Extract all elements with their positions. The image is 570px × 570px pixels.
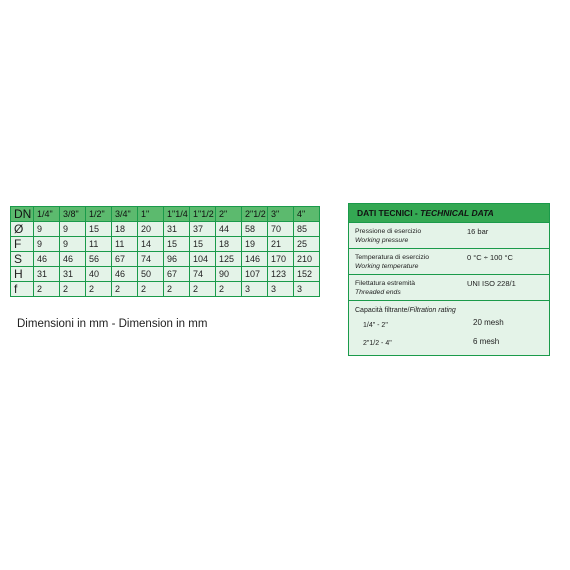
filtration-label-it: Capacità filtrante/: [355, 307, 410, 314]
table-cell: 15: [164, 237, 190, 252]
spec-row-threads: [349, 275, 549, 301]
table-row: [11, 222, 320, 237]
table-cell: 40: [86, 267, 112, 282]
table-cell: 146: [242, 252, 268, 267]
table-cell: 44: [216, 222, 242, 237]
header-cell: 3/4": [112, 207, 138, 222]
filtration-size: 1/4" - 2": [363, 322, 388, 329]
dimensions-caption: Dimensioni in mm - Dimension in mm: [17, 318, 208, 330]
table-cell: 19: [242, 237, 268, 252]
table-cell: 170: [268, 252, 294, 267]
table-cell: 46: [34, 252, 60, 267]
technical-data-box: [348, 203, 550, 356]
table-cell: 96: [164, 252, 190, 267]
table-cell: 25: [294, 237, 320, 252]
spec-label-it: Pressione di esercizio: [355, 228, 422, 235]
filtration-label-en: Filtration rating: [409, 307, 456, 314]
table-cell: 18: [112, 222, 138, 237]
table-cell: 11: [86, 237, 112, 252]
table-cell: 70: [268, 222, 294, 237]
spec-label-en: Working temperature: [355, 263, 419, 270]
title-it: DATI TECNICI -: [357, 208, 421, 218]
filtration-mesh: 6 mesh: [473, 337, 500, 346]
table-cell: 2: [138, 282, 164, 297]
table-cell: 104: [190, 252, 216, 267]
table-cell: 50: [138, 267, 164, 282]
table-row: [11, 237, 320, 252]
table-cell: 74: [138, 252, 164, 267]
header-cell: 1"1/2: [190, 207, 216, 222]
filtration-size: 2"1/2 - 4": [363, 340, 392, 347]
table-cell: 90: [216, 267, 242, 282]
spec-row-pressure: [349, 223, 549, 249]
table-cell: 15: [86, 222, 112, 237]
table-cell: 46: [112, 267, 138, 282]
table-cell: 3: [242, 282, 268, 297]
row-label: F: [11, 237, 34, 252]
spec-label: [355, 279, 415, 297]
table-cell: 85: [294, 222, 320, 237]
table-cell: 11: [112, 237, 138, 252]
spec-value: 16 bar: [467, 227, 489, 236]
table-cell: 2: [34, 282, 60, 297]
header-cell: DN: [11, 207, 34, 222]
row-label: S: [11, 252, 34, 267]
table-cell: 74: [190, 267, 216, 282]
table-cell: 9: [60, 222, 86, 237]
header-cell: 4": [294, 207, 320, 222]
header-cell: 2"1/2: [242, 207, 268, 222]
table-cell: 31: [60, 267, 86, 282]
table-cell: 31: [164, 222, 190, 237]
table-cell: 2: [112, 282, 138, 297]
header-cell: 1/4": [34, 207, 60, 222]
table-cell: 46: [60, 252, 86, 267]
header-cell: 1": [138, 207, 164, 222]
table-cell: 14: [138, 237, 164, 252]
spec-label: [355, 227, 421, 245]
table-row: [11, 267, 320, 282]
table-cell: 15: [190, 237, 216, 252]
filtration-section: [349, 301, 549, 358]
table-cell: 210: [294, 252, 320, 267]
table-cell: 2: [86, 282, 112, 297]
spec-label-it: Filettatura estremità: [355, 280, 416, 287]
table-cell: 9: [34, 237, 60, 252]
spec-label-en: Threaded ends: [355, 289, 401, 296]
technical-data-title: [349, 204, 549, 223]
table-header-row: [11, 207, 320, 222]
spec-value: UNI ISO 228/1: [467, 279, 516, 288]
filtration-label: [355, 307, 456, 314]
table-cell: 3: [294, 282, 320, 297]
table-row: [11, 282, 320, 297]
spec-label-it: Temperatura di esercizio: [355, 254, 430, 261]
table-row: [11, 252, 320, 267]
table-cell: 67: [164, 267, 190, 282]
table-cell: 9: [60, 237, 86, 252]
spec-value: 0 °C ÷ 100 °C: [467, 253, 513, 262]
title-en: TECHNICAL DATA: [420, 208, 494, 218]
table-cell: 31: [34, 267, 60, 282]
header-cell: 2": [216, 207, 242, 222]
table-cell: 2: [190, 282, 216, 297]
row-label: H: [11, 267, 34, 282]
table-cell: 2: [164, 282, 190, 297]
header-cell: 1"1/4: [164, 207, 190, 222]
spec-label: [355, 253, 429, 271]
filtration-mesh: 20 mesh: [473, 318, 504, 327]
table-cell: 3: [268, 282, 294, 297]
table-cell: 107: [242, 267, 268, 282]
spec-row-temperature: [349, 249, 549, 275]
header-cell: 3": [268, 207, 294, 222]
table-cell: 125: [216, 252, 242, 267]
table-cell: 37: [190, 222, 216, 237]
table-cell: 21: [268, 237, 294, 252]
table-cell: 9: [34, 222, 60, 237]
row-label: f: [11, 282, 34, 297]
table-cell: 20: [138, 222, 164, 237]
table-cell: 2: [216, 282, 242, 297]
table-cell: 56: [86, 252, 112, 267]
row-label: Ø: [11, 222, 34, 237]
table-cell: 18: [216, 237, 242, 252]
header-cell: 3/8": [60, 207, 86, 222]
table-cell: 152: [294, 267, 320, 282]
table-cell: 123: [268, 267, 294, 282]
spec-label-en: Working pressure: [355, 237, 409, 244]
header-cell: 1/2": [86, 207, 112, 222]
table-cell: 67: [112, 252, 138, 267]
table-cell: 58: [242, 222, 268, 237]
table-cell: 2: [60, 282, 86, 297]
dimensions-table: [10, 206, 320, 297]
